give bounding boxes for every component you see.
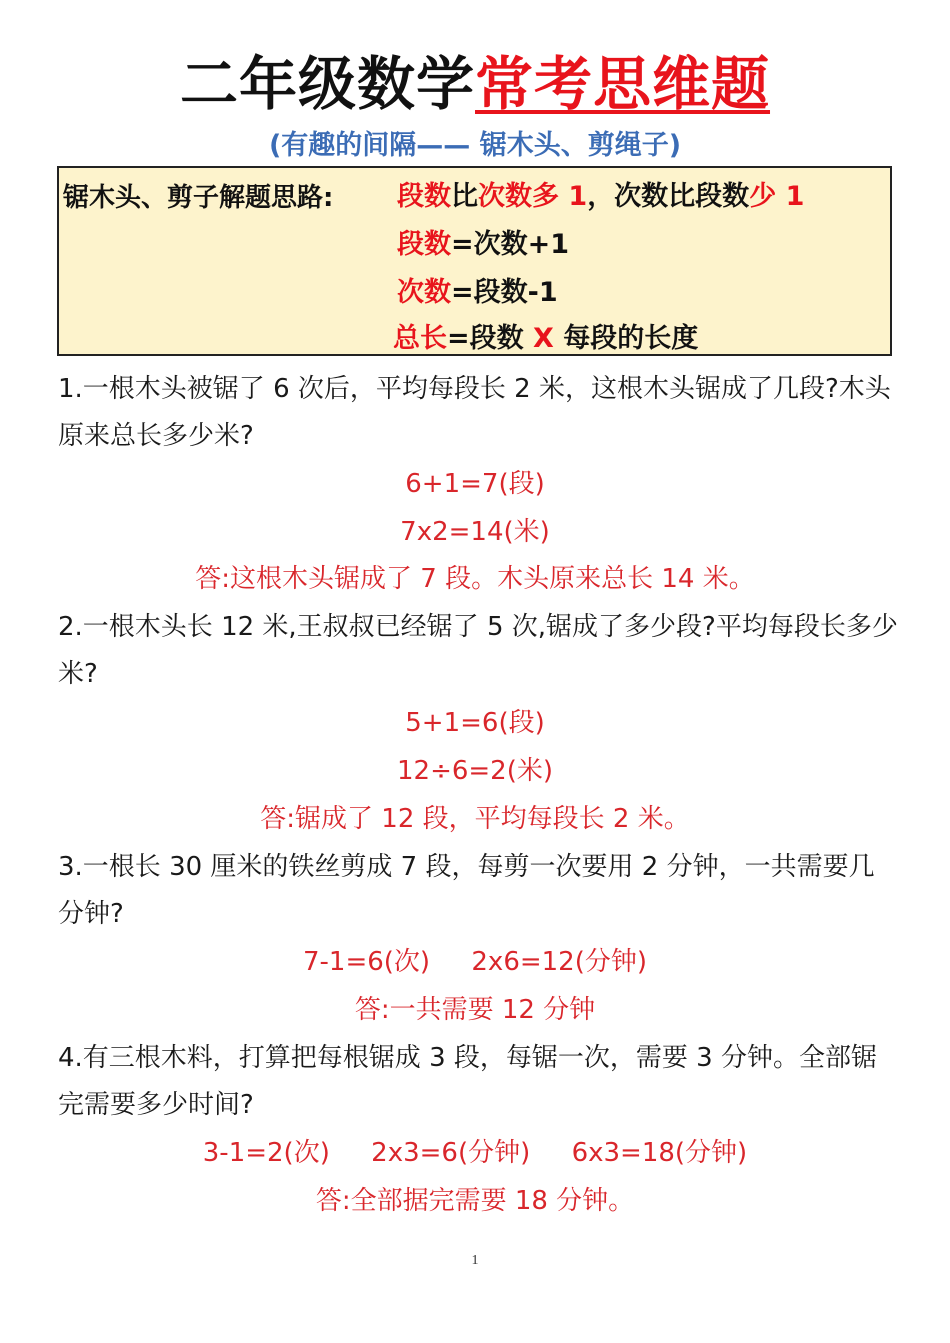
problem-4-question: 4.有三根木料，打算把每根锯成 3 段，每锯一次，需要 3 分钟。全部锯完需要多少时间? <box>58 1043 877 1120</box>
tips-text: ，次数比段数 <box>587 181 750 212</box>
tips-label: 锯木头、剪子解题思路: <box>63 183 334 213</box>
tips-text: 总长 <box>393 323 447 354</box>
title-red: 常考思维题 <box>475 50 771 118</box>
problem-3-question: 3.一根长 30 厘米的铁丝剪成 7 段，每剪一次要用 2 分钟，一共需要几分钟? <box>58 852 875 929</box>
tips-text: 次数多 1 <box>478 181 588 212</box>
problem-2-step-1: 5+1=6(段) <box>405 708 545 738</box>
problem-3-step-1: 7-1=6(次) 2x6=12(分钟) <box>302 947 648 977</box>
page-title <box>0 48 950 120</box>
tips-line-3 <box>397 274 558 312</box>
tips-text: 段数 <box>397 229 451 260</box>
problem-1-answer: 答:这根木头锯成了 7 段。木头原来总长 14 米。 <box>195 564 755 594</box>
problem-2-step-2: 12÷6=2(米) <box>396 756 554 786</box>
tips-text: 少 1 <box>749 181 805 212</box>
problem-1-question: 1.一根木头被锯了 6 次后，平均每段长 2 米，这根木头锯成了几段?木头原来总长多少米? <box>58 374 891 451</box>
tips-line-4 <box>393 320 698 358</box>
tips-text: 段数 <box>397 181 451 212</box>
tips-box <box>57 166 892 356</box>
tips-text: 比 <box>451 181 478 212</box>
tips-text: =段数-1 <box>451 277 558 308</box>
problem-2-question: 2.一根木头长 12 米,王叔叔已经锯了 5 次,锯成了多少段?平均每段长多少米? <box>58 612 898 689</box>
tips-text: X <box>533 323 554 354</box>
problem-4-step-1: 3-1=2(次) 2x3=6(分钟) 6x3=18(分钟) <box>202 1138 748 1168</box>
tips-line-1 <box>397 178 804 216</box>
tips-text: 每段的长度 <box>553 323 699 354</box>
title-black: 二年级数学 <box>179 50 475 118</box>
tips-text: =次数+1 <box>451 229 570 260</box>
problem-2-answer: 答:锯成了 12 段，平均每段长 2 米。 <box>260 804 690 834</box>
page-subtitle: (有趣的间隔—— 锯木头、剪绳子) <box>268 130 682 161</box>
problem-4-answer: 答:全部据完需要 18 分钟。 <box>315 1186 635 1216</box>
tips-line-2 <box>397 226 569 264</box>
page-number: 1 <box>471 1253 479 1268</box>
problem-3-answer: 答:一共需要 12 分钟 <box>354 995 596 1025</box>
tips-text: 次数 <box>397 277 451 308</box>
problem-1-step-1: 6+1=7(段) <box>405 469 545 499</box>
problem-1-step-2: 7x2=14(米) <box>400 517 550 547</box>
tips-text: =段数 <box>447 323 534 354</box>
